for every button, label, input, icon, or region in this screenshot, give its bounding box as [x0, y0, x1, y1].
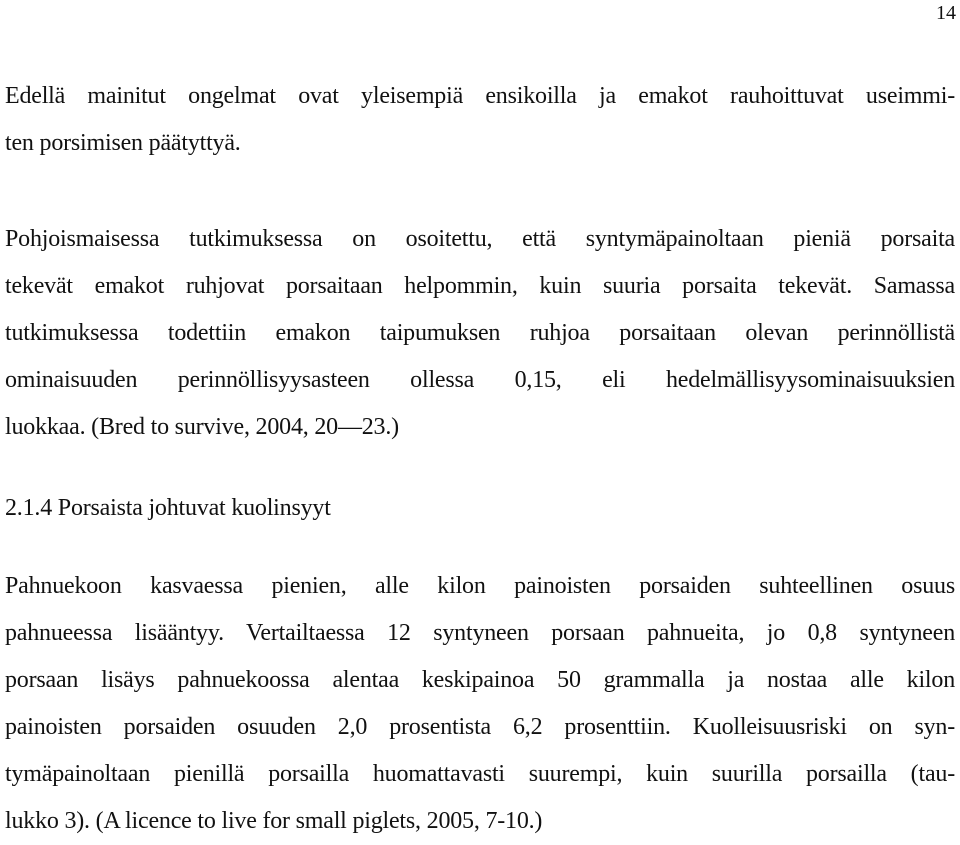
paragraph-line: ten porsimisen päätyttyä. [5, 130, 241, 156]
paragraph-line: tutkimuksessa todettiin emakon taipumuksen ruhjoa porsaitaan olevan perinnöllistä [5, 320, 955, 346]
paragraph-line: Pohjoismaisessa tutkimuksessa on osoitettu, että syntymäpainoltaan pieniä porsaita [5, 226, 955, 252]
section-heading-text: 2.1.4 Porsaista johtuvat kuolinsyyt [5, 495, 331, 521]
section-heading [5, 485, 955, 532]
paragraph-line: porsaan lisäys pahnuekoossa alentaa keskipainoa 50 grammalla ja nostaa alle kilon [5, 667, 955, 693]
paragraph-line: pahnueessa lisääntyy. Vertailtaessa 12 syntyneen porsaan pahnueita, jo 0,8 syntyneen [5, 620, 955, 646]
paragraph-intro [5, 73, 955, 167]
paragraph-line: luokkaa. (Bred to survive, 2004, 20—23.) [5, 414, 399, 440]
paragraph-line: lukko 3). (A licence to live for small piglets, 2005, 7-10.) [5, 808, 543, 834]
paragraph-line: ominaisuuden perinnöllisyysasteen ollessa 0,15, eli hedelmällisyysominaisuuksien [5, 367, 955, 393]
paragraph-nordic-study [5, 216, 955, 451]
paragraph-line: Edellä mainitut ongelmat ovat yleisempiä ensikoilla ja emakot rauhoittuvat useimmi- [5, 83, 955, 109]
paragraph-line: Pahnuekoon kasvaessa pienien, alle kilon painoisten porsaiden suhteellinen osuus [5, 573, 955, 599]
paragraph-line: painoisten porsaiden osuuden 2,0 prosentista 6,2 prosenttiin. Kuolleisuusriski on syn- [5, 714, 955, 740]
page-number: 14 [936, 2, 956, 24]
paragraph-line: tekevät emakot ruhjovat porsaitaan helpommin, kuin suuria porsaita tekevät. Samassa [5, 273, 955, 299]
paragraph-litter-size [5, 563, 955, 845]
paragraph-line: tymäpainoltaan pienillä porsailla huomattavasti suurempi, kuin suurilla porsailla (tau- [5, 761, 955, 787]
